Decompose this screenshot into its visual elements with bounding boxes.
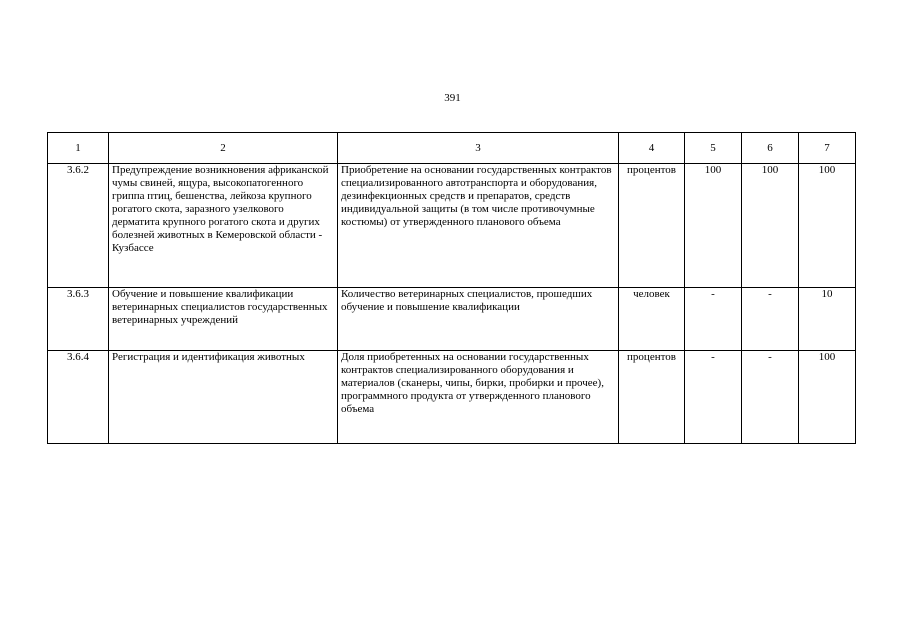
header-cell-1: 1	[48, 133, 109, 164]
row-code: 3.6.4	[48, 351, 109, 444]
indicators-table	[47, 132, 856, 444]
row-unit: процентов	[619, 164, 685, 288]
table-row	[48, 351, 856, 444]
row-code: 3.6.2	[48, 164, 109, 288]
row-unit: процентов	[619, 351, 685, 444]
table-row	[48, 164, 856, 288]
row-activity: Предупреждение возникновения африканской чумы свиней, ящура, высокопатогенного гриппа птиц, бешенства, лейкоза крупного рогатого скота, заразного узелкового дерматита крупного рогатого скота и других болезней животных в Кемеровской области - Кузбассе	[109, 164, 338, 288]
row-value-5: -	[685, 351, 742, 444]
header-cell-6: 6	[742, 133, 799, 164]
row-indicator: Приобретение на основании государственных контрактов специализированного автотранспорта и оборудования, дезинфекционных средств и препаратов, средств индивидуальной защиты (в том числе противочумные костюмы) от утвержденного планового объема	[338, 164, 619, 288]
header-cell-4: 4	[619, 133, 685, 164]
row-value-7: 100	[799, 351, 856, 444]
row-value-7: 100	[799, 164, 856, 288]
row-indicator: Доля приобретенных на основании государственных контрактов специализированного оборудования и материалов (сканеры, чипы, бирки, пробирки и прочее), программного продукта от утвержденного планового объема	[338, 351, 619, 444]
row-value-7: 10	[799, 288, 856, 351]
row-unit: человек	[619, 288, 685, 351]
row-activity: Регистрация и идентификация животных	[109, 351, 338, 444]
row-activity: Обучение и повышение квалификации ветеринарных специалистов государственных ветеринарных учреждений	[109, 288, 338, 351]
table-row	[48, 288, 856, 351]
row-indicator: Количество ветеринарных специалистов, прошедших обучение и повышение квалификации	[338, 288, 619, 351]
row-value-5: 100	[685, 164, 742, 288]
header-cell-7: 7	[799, 133, 856, 164]
header-cell-2: 2	[109, 133, 338, 164]
row-value-6: -	[742, 288, 799, 351]
row-value-5: -	[685, 288, 742, 351]
table-header-row	[48, 133, 856, 164]
row-value-6: -	[742, 351, 799, 444]
header-cell-3: 3	[338, 133, 619, 164]
page-number: 391	[444, 92, 461, 104]
header-cell-5: 5	[685, 133, 742, 164]
row-value-6: 100	[742, 164, 799, 288]
row-code: 3.6.3	[48, 288, 109, 351]
